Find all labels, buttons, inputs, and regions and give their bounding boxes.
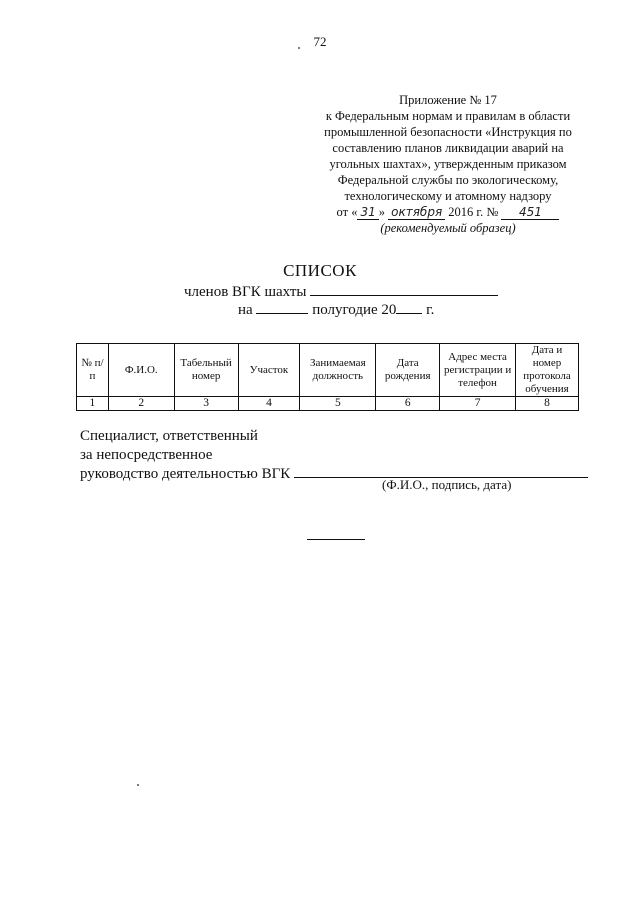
header-cell: Дата рождения bbox=[376, 344, 440, 397]
scan-speck bbox=[137, 784, 139, 786]
document-title: СПИСОК bbox=[283, 261, 357, 280]
year-text: 2016 г. № bbox=[448, 205, 499, 219]
order-date-line bbox=[300, 204, 596, 220]
column-number-cell: 2 bbox=[108, 397, 174, 411]
appendix-block bbox=[300, 92, 596, 236]
column-number-cell: 1 bbox=[77, 397, 109, 411]
column-number-cell: 4 bbox=[238, 397, 300, 411]
specialist-line: за непосредственное bbox=[80, 447, 213, 463]
year-blank bbox=[396, 301, 422, 314]
specialist-line-text: руководство деятельностью ВГК bbox=[80, 466, 291, 482]
specialist-line bbox=[80, 465, 588, 484]
handwritten-month: октября bbox=[388, 206, 445, 220]
scan-speck bbox=[298, 47, 300, 49]
header-cell: Дата и номер протокола обучения bbox=[516, 344, 579, 397]
recommended-note: (рекомендуемый образец) bbox=[380, 221, 516, 235]
header-cell: Табельный номер bbox=[174, 344, 238, 397]
appendix-line: технологическому и атомному надзору bbox=[344, 189, 552, 203]
appendix-line: угольных шахтах», утвержденным приказом bbox=[329, 157, 567, 171]
specialist-line: Специалист, ответственный bbox=[80, 428, 258, 444]
subtitle-text: членов ВГК шахты bbox=[184, 284, 307, 300]
mine-name-blank bbox=[310, 283, 498, 296]
subtitle-line-2 bbox=[238, 301, 434, 319]
subtitle-suffix: г. bbox=[426, 302, 435, 318]
header-cell: Занимаемая должность bbox=[300, 344, 376, 397]
handwritten-day: 31 bbox=[357, 206, 378, 220]
page-number: 72 bbox=[313, 34, 327, 49]
header-cell: № п/п bbox=[77, 344, 109, 397]
handwritten-order-number: 451 bbox=[501, 206, 559, 220]
signature-hint: (Ф.И.О., подпись, дата) bbox=[382, 477, 512, 492]
appendix-line: составлению планов ликвидации аварий на bbox=[332, 141, 564, 155]
header-cell: Адрес места регистрации и телефон bbox=[440, 344, 516, 397]
appendix-line: промышленной безопасности «Инструкция по bbox=[324, 125, 572, 139]
date-prefix: от « bbox=[336, 205, 358, 219]
subtitle-mid: полугодие 20 bbox=[312, 302, 397, 318]
appendix-line: Федеральной службы по экологическому, bbox=[337, 173, 559, 187]
table-row bbox=[77, 397, 579, 411]
subtitle-line-1 bbox=[184, 283, 498, 301]
members-table bbox=[76, 343, 579, 411]
specialist-block bbox=[80, 427, 588, 484]
header-cell: Участок bbox=[238, 344, 300, 397]
appendix-line: Приложение № 17 bbox=[399, 93, 497, 107]
table-header-row bbox=[77, 344, 579, 397]
end-rule bbox=[307, 539, 365, 540]
half-year-blank bbox=[256, 301, 308, 314]
header-cell: Ф.И.О. bbox=[108, 344, 174, 397]
appendix-line: к Федеральным нормам и правилам в области bbox=[325, 109, 571, 123]
column-number-cell: 6 bbox=[376, 397, 440, 411]
column-number-cell: 7 bbox=[440, 397, 516, 411]
column-number-cell: 3 bbox=[174, 397, 238, 411]
column-number-cell: 5 bbox=[300, 397, 376, 411]
column-number-cell: 8 bbox=[516, 397, 579, 411]
date-mid: » bbox=[378, 205, 385, 219]
subtitle-prefix: на bbox=[238, 302, 253, 318]
